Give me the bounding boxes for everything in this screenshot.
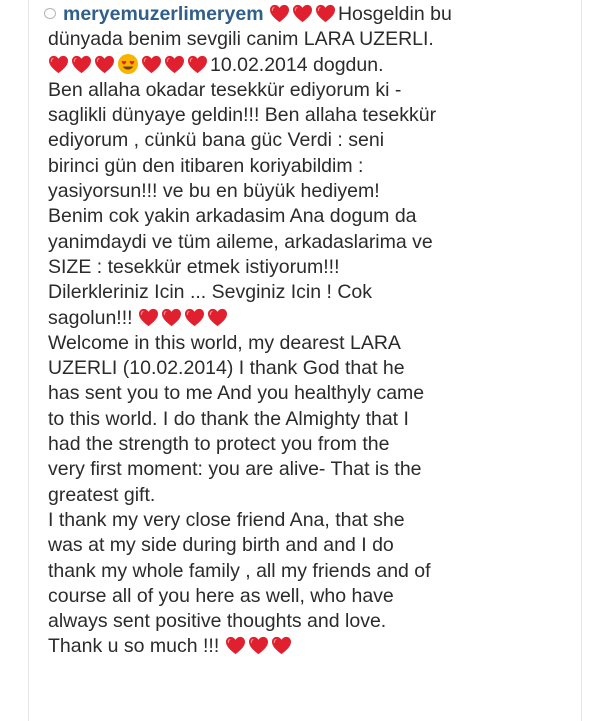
- birth-date-text: 10.02.2014 dogdun.: [210, 53, 384, 76]
- caption-line: always sent positive thoughts and love.: [48, 610, 387, 633]
- red-heart-icon: [225, 636, 246, 655]
- red-heart-icon: [138, 308, 159, 327]
- caption-text: sagolun!!!: [48, 306, 133, 329]
- caption-line: to this world. I do thank the Almighty that I: [48, 407, 409, 430]
- red-heart-icon: [187, 55, 208, 74]
- caption-line: was at my side during birth and and I do: [48, 534, 394, 557]
- caption-line: UZERLI (10.02.2014) I thank God that he: [48, 357, 405, 380]
- caption-line: course all of you here as well, who have: [48, 584, 394, 607]
- caption-line: Dilerkleriniz Icin ... Sevginiz Icin ! Cok: [48, 281, 373, 304]
- caption-line: yasiyorsun!!! ve bu en büyük hediyem!: [48, 180, 380, 203]
- red-heart-icon: [164, 55, 185, 74]
- red-heart-icon: [48, 55, 69, 74]
- caption-line: [48, 306, 568, 331]
- caption-line: thank my whole family , all my friends and of: [48, 559, 431, 582]
- caption-line: saglikli dünyaye geldin!!! Ben allaha tesekkür: [48, 104, 437, 127]
- red-heart-icon: [269, 4, 290, 23]
- caption-line: I thank my very close friend Ana, that she: [48, 508, 405, 531]
- caption-line-2: dünyada benim sevgili canim LARA UZERLI.: [48, 28, 434, 51]
- caption-line: very first moment: you are alive- That is the: [48, 458, 422, 481]
- caption-line-1: [48, 2, 568, 27]
- caption-line: has sent you to me And you healthyly came: [48, 382, 425, 405]
- caption-line: greatest gift.: [48, 483, 156, 506]
- caption-line: [48, 634, 568, 659]
- red-heart-icon: [315, 4, 336, 23]
- caption-text: Hosgeldin bu: [337, 3, 452, 25]
- username-link[interactable]: meryemuzerlimeryem: [63, 3, 264, 25]
- caption-line: Ben allaha okadar tesekkür ediyorum ki -: [48, 78, 402, 101]
- comment-bubble-icon: [44, 8, 56, 19]
- caption-text: Thank u so much !!!: [48, 635, 220, 658]
- red-heart-icon: [248, 636, 269, 655]
- caption-line: had the strength to protect you from the: [48, 433, 390, 456]
- red-heart-icon: [141, 55, 162, 74]
- caption-line: yanimdaydi ve tüm aileme, arkadaslarima ve: [48, 230, 433, 253]
- red-heart-icon: [71, 55, 92, 74]
- caption-line: Benim cok yakin arkadasim Ana dogum da: [48, 205, 417, 228]
- caption-line: SIZE : tesekkür etmek istiyorum!!!: [48, 255, 340, 278]
- caption-line: ediyorum , cünkü bana güc Verdi : seni: [48, 129, 385, 152]
- red-heart-icon: [207, 308, 228, 327]
- heart-eyes-smiley-icon: [117, 53, 139, 75]
- red-heart-icon: [271, 636, 292, 655]
- red-heart-icon: [161, 308, 182, 327]
- caption-line: birinci gün den itibaren koriyabildim :: [48, 154, 364, 177]
- caption-line: Welcome in this world, my dearest LARA: [48, 331, 401, 354]
- post-caption: [48, 2, 568, 660]
- caption-line-3: [48, 53, 568, 78]
- red-heart-icon: [292, 4, 313, 23]
- red-heart-icon: [94, 55, 115, 74]
- red-heart-icon: [184, 308, 205, 327]
